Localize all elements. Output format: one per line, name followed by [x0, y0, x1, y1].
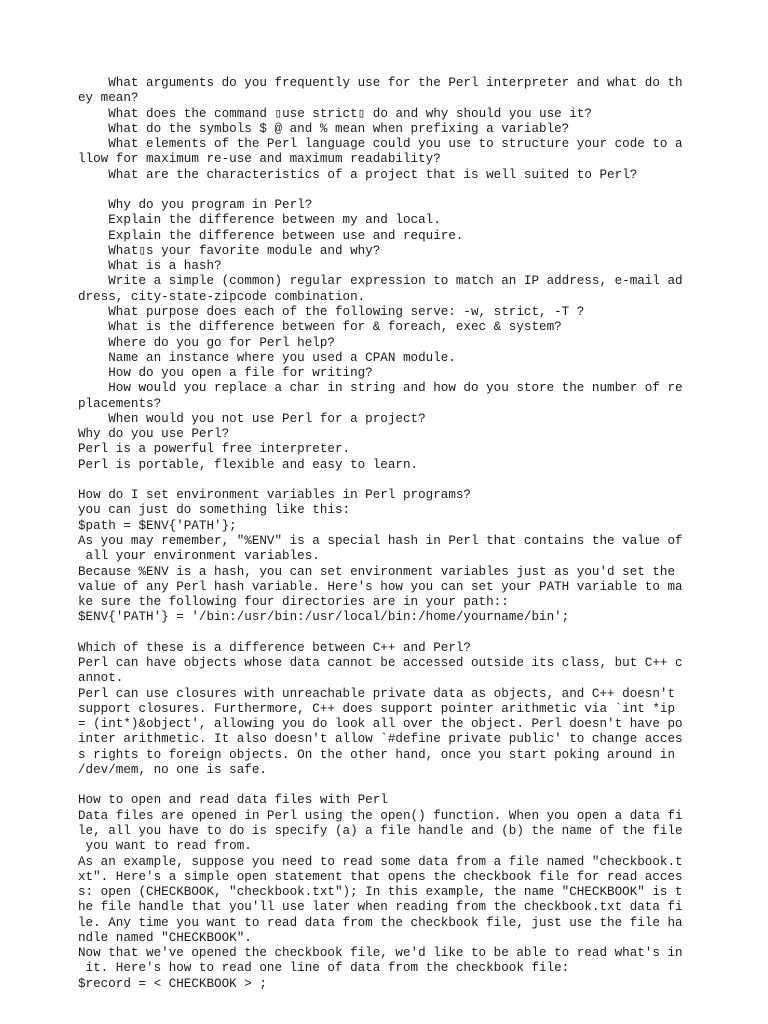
text-line: Perl can have objects whose data cannot be accessed outside its class, but C++ c — [78, 656, 683, 671]
text-line: /dev/mem, no one is safe. — [78, 762, 267, 777]
text-line: What is a hash? — [78, 259, 222, 274]
text-line: What elements of the Perl language could you use to structure your code to a — [78, 137, 683, 152]
text-line: Where do you go for Perl help? — [78, 335, 335, 350]
text-line: inter arithmetic. It also doesn't allow `#define private public' to change acces — [78, 732, 683, 747]
text-line: What does the command ▯use strict▯ do and why should you use it? — [78, 106, 592, 121]
text-line: $path = $ENV{'PATH'}; — [78, 518, 237, 533]
text-line: llow for maximum re-use and maximum readability? — [78, 152, 441, 167]
text-line: ke sure the following four directories are in your path:: — [78, 595, 509, 610]
text-line: What is the difference between for & foreach, exec & system? — [78, 320, 562, 335]
text-line: ey mean? — [78, 91, 139, 106]
text-line: value of any Perl hash variable. Here's how you can set your PATH variable to ma — [78, 579, 683, 594]
text-line: What▯s your favorite module and why? — [78, 243, 381, 258]
text-line: What are the characteristics of a project that is well suited to Perl? — [78, 167, 638, 182]
text-line: $ENV{'PATH'} = '/bin:/usr/bin:/usr/local/bin:/home/yourname/bin'; — [78, 610, 570, 625]
text-line: Write a simple (common) regular expression to match an IP address, e-mail ad — [78, 274, 683, 289]
text-line: all your environment variables. — [78, 549, 320, 564]
text-line: Explain the difference between use and require. — [78, 228, 464, 243]
document-page — [78, 76, 698, 992]
text-line: le. Any time you want to read data from the checkbook file, just use the file ha — [78, 915, 683, 930]
text-line: he file handle that you'll use later when reading from the checkbook.txt data fi — [78, 900, 683, 915]
text-line: How do you open a file for writing? — [78, 366, 373, 381]
text-line: As an example, suppose you need to read some data from a file named "checkbook.t — [78, 854, 683, 869]
text-line: xt". Here's a simple open statement that opens the checkbook file for read acces — [78, 869, 683, 884]
text-line: Name an instance where you used a CPAN module. — [78, 350, 456, 365]
blank-line — [78, 626, 698, 641]
text-line: $record = < CHECKBOOK > ; — [78, 976, 267, 991]
text-line: Now that we've opened the checkbook file, we'd like to be able to read what's in — [78, 946, 683, 961]
text-line: = (int*)&object', allowing you do look all over the object. Perl doesn't have po — [78, 717, 683, 732]
text-line: annot. — [78, 671, 124, 686]
text-line: le, all you have to do is specify (a) a file handle and (b) the name of the file — [78, 824, 683, 839]
text-line: How would you replace a char in string and how do you store the number of re — [78, 381, 683, 396]
text-line: What purpose does each of the following serve: -w, strict, -T ? — [78, 304, 585, 319]
blank-line — [78, 778, 698, 793]
text-line: How do I set environment variables in Perl programs? — [78, 488, 471, 503]
text-line: you want to read from. — [78, 839, 252, 854]
text-line: support closures. Furthermore, C++ does support pointer arithmetic via `int *ip — [78, 701, 676, 716]
text-line: dress, city-state-zipcode combination. — [78, 289, 366, 304]
text-line: it. Here's how to read one line of data from the checkbook file: — [78, 961, 570, 976]
text-line: Perl is portable, flexible and easy to learn. — [78, 457, 419, 472]
text-line: Which of these is a difference between C++ and Perl? — [78, 640, 471, 655]
blank-line — [78, 183, 698, 198]
text-line: placements? — [78, 396, 162, 411]
text-line: How to open and read data files with Perl — [78, 793, 388, 808]
text-line: What do the symbols $ @ and % mean when prefixing a variable? — [78, 121, 570, 136]
text-line: ndle named "CHECKBOOK". — [78, 930, 252, 945]
blank-line — [78, 473, 698, 488]
text-line: s rights to foreign objects. On the other hand, once you start poking around in — [78, 747, 676, 762]
text-line: Because %ENV is a hash, you can set environment variables just as you'd set the — [78, 564, 676, 579]
text-line: As you may remember, "%ENV" is a special hash in Perl that contains the value of — [78, 533, 683, 548]
text-line: Data files are opened in Perl using the open() function. When you open a data fi — [78, 808, 683, 823]
text-line: When would you not use Perl for a project? — [78, 411, 426, 426]
text-line: Perl is a powerful free interpreter. — [78, 442, 351, 457]
text-line: s: open (CHECKBOOK, "checkbook.txt"); In this example, the name "CHECKBOOK" is t — [78, 885, 683, 900]
text-line: Why do you use Perl? — [78, 427, 230, 442]
text-line: Explain the difference between my and local. — [78, 213, 441, 228]
text-line: What arguments do you frequently use for the Perl interpreter and what do th — [78, 76, 683, 90]
text-line: Why do you program in Perl? — [78, 198, 313, 213]
text-line: you can just do something like this: — [78, 503, 351, 518]
text-line: Perl can use closures with unreachable private data as objects, and C++ doesn't — [78, 686, 676, 701]
